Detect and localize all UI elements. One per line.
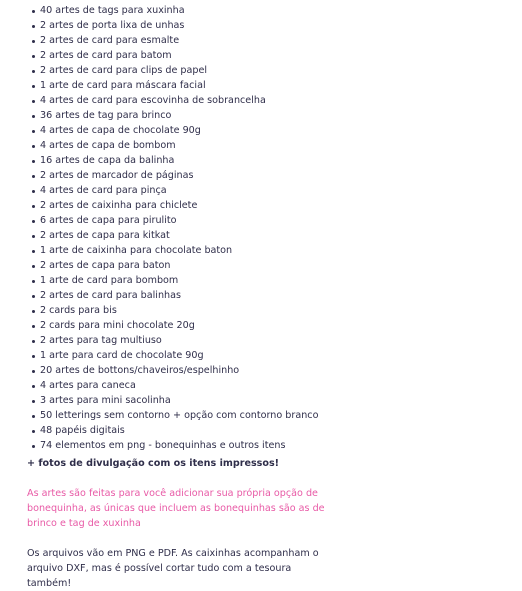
list-item: 2 artes de card para esmalte bbox=[32, 33, 318, 48]
list-item: 2 cards para bis bbox=[32, 303, 318, 318]
list-item: 4 artes para caneca bbox=[32, 378, 318, 393]
list-item: 16 artes de capa da balinha bbox=[32, 153, 318, 168]
list-item: 2 artes de caixinha para chiclete bbox=[32, 198, 318, 213]
list-item: 1 arte de caixinha para chocolate baton bbox=[32, 243, 318, 258]
list-item: 2 artes de card para balinhas bbox=[32, 288, 318, 303]
list-item: 74 elementos em png - bonequinhas e outros itens bbox=[32, 438, 318, 453]
list-item: 2 artes de porta lixa de unhas bbox=[32, 18, 318, 33]
list-item: 2 artes de capa para baton bbox=[32, 258, 318, 273]
list-item: 4 artes de card para pinça bbox=[32, 183, 318, 198]
list-item: 2 artes para tag multiuso bbox=[32, 333, 318, 348]
items-list bbox=[32, 3, 318, 453]
list-item: 2 artes de card para batom bbox=[32, 48, 318, 63]
list-item: 1 arte de card para bombom bbox=[32, 273, 318, 288]
list-item: 6 artes de capa para pirulito bbox=[32, 213, 318, 228]
list-item: 48 papéis digitais bbox=[32, 423, 318, 438]
list-item: 4 artes de capa de chocolate 90g bbox=[32, 123, 318, 138]
list-item: 2 cards para mini chocolate 20g bbox=[32, 318, 318, 333]
list-item: 2 artes de capa para kitkat bbox=[32, 228, 318, 243]
list-item: 4 artes de card para escovinha de sobrancelha bbox=[32, 93, 318, 108]
extra-photos-note: + fotos de divulgação com os itens impressos! bbox=[27, 458, 280, 469]
list-item: 20 artes de bottons/chaveiros/espelhinho bbox=[32, 363, 318, 378]
list-item: 50 letterings sem contorno + opção com contorno branco bbox=[32, 408, 318, 423]
list-item: 36 artes de tag para brinco bbox=[32, 108, 318, 123]
list-item: 4 artes de capa de bombom bbox=[32, 138, 318, 153]
file-formats-note: Os arquivos vão em PNG e PDF. As caixinhas acompanham o arquivo DXF, mas é possível cortar tudo com a tesoura também! bbox=[27, 548, 319, 589]
list-item: 40 artes de tags para xuxinha bbox=[32, 3, 318, 18]
customization-note: As artes são feitas para você adicionar sua própria opção de bonequinha, as únicas que incluem as bonequinhas são as de brinco e tag de xuxinha bbox=[27, 488, 325, 529]
list-item: 1 arte de card para máscara facial bbox=[32, 78, 318, 93]
list-item: 2 artes de card para clips de papel bbox=[32, 63, 318, 78]
list-item: 1 arte para card de chocolate 90g bbox=[32, 348, 318, 363]
list-item: 3 artes para mini sacolinha bbox=[32, 393, 318, 408]
list-item: 2 artes de marcador de páginas bbox=[32, 168, 318, 183]
